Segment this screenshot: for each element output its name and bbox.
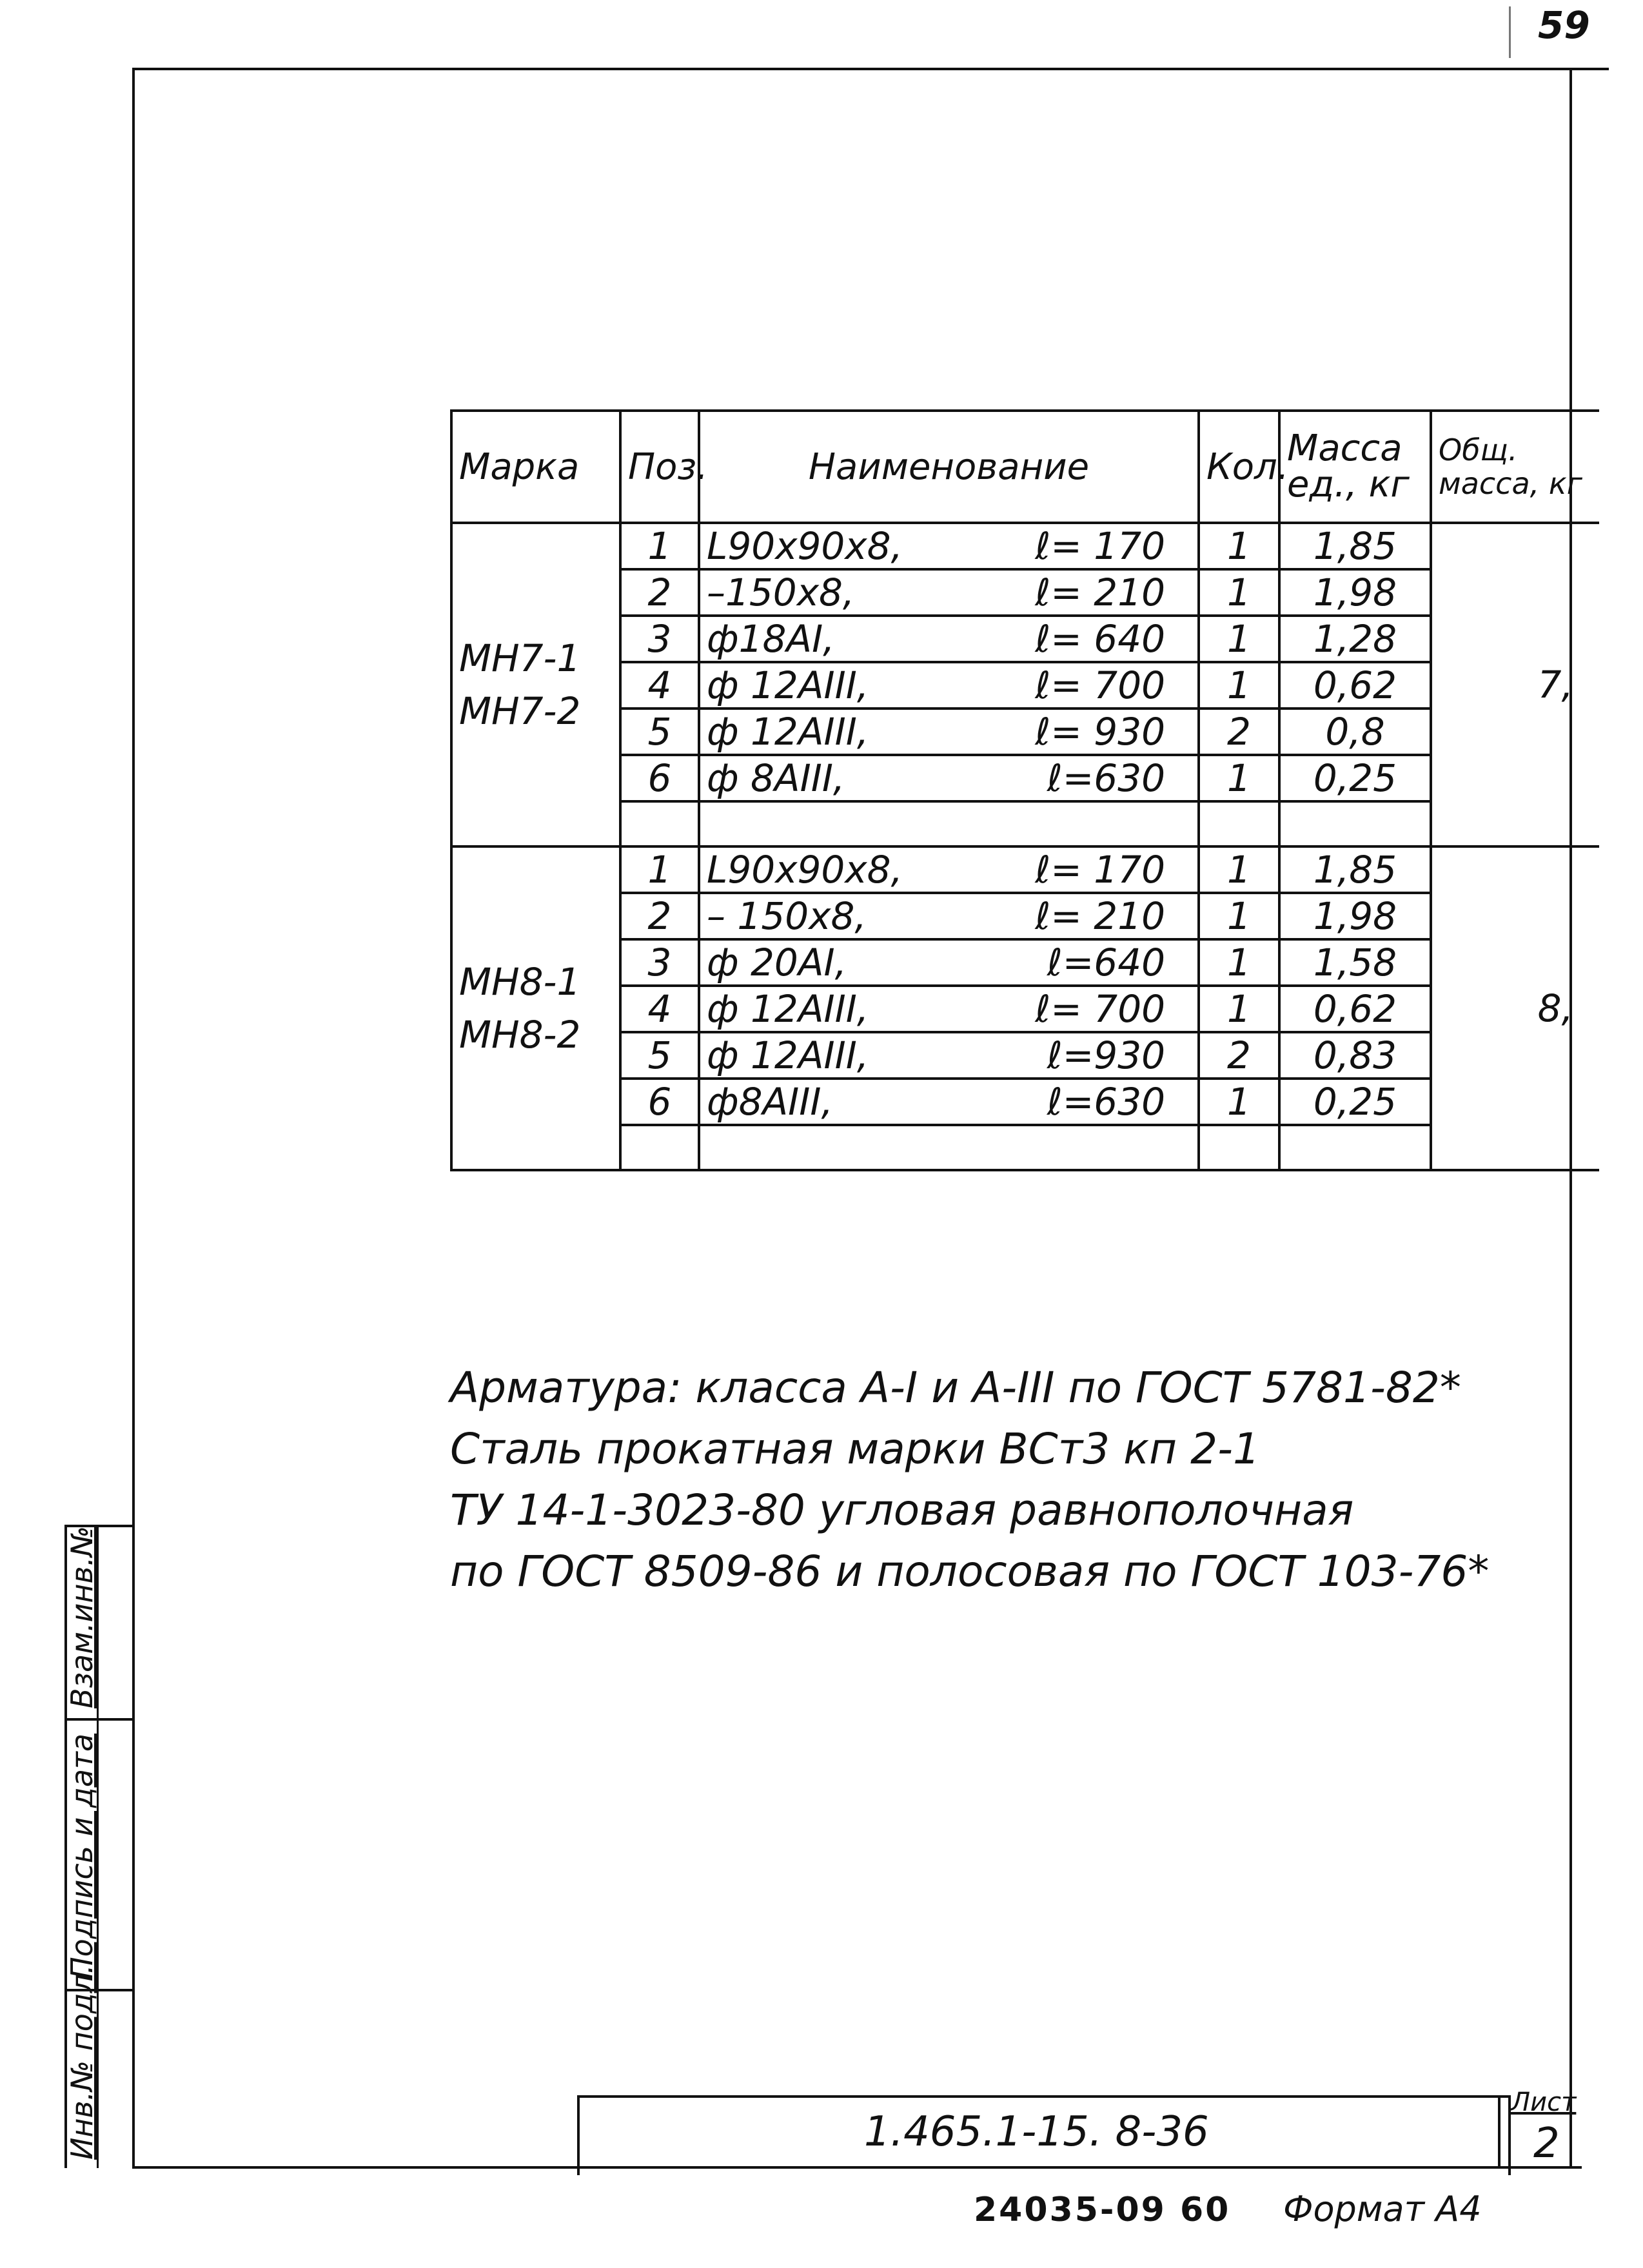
name-cell — [699, 709, 1199, 755]
item-name: L90x90x8, — [707, 524, 903, 568]
table-row — [451, 986, 1599, 1032]
table-row — [451, 939, 1599, 986]
name-cell — [699, 523, 1199, 569]
qty-cell: 2 — [1199, 709, 1279, 755]
item-name: ф 12АIII, — [707, 663, 869, 707]
name-cell — [699, 939, 1199, 986]
mass-cell: 1,85 — [1279, 523, 1431, 569]
side-label-inv-no: Инв.№ подл. — [64, 1964, 99, 2160]
qty-cell: 1 — [1199, 1079, 1279, 1125]
pos-cell: 1 — [620, 846, 699, 893]
item-length: ℓ=640 — [1047, 941, 1165, 984]
blank-cell — [1279, 801, 1431, 846]
page-number: 59 — [1538, 3, 1590, 47]
pos-cell: 4 — [620, 986, 699, 1032]
name-cell — [699, 755, 1199, 801]
item-length: ℓ= 170 — [1035, 524, 1165, 568]
name-cell — [699, 616, 1199, 662]
item-name: –150x8, — [707, 571, 855, 614]
blank-cell — [699, 1125, 1199, 1170]
qty-cell: 1 — [1199, 846, 1279, 893]
table-row — [451, 616, 1599, 662]
document-code: 1.465.1-15. 8-36 — [864, 2108, 1209, 2156]
pos-cell: 5 — [620, 709, 699, 755]
page-number-tick — [1509, 6, 1511, 58]
item-length: ℓ= 700 — [1035, 663, 1165, 707]
table-row — [451, 1079, 1599, 1125]
pos-cell: 4 — [620, 662, 699, 709]
note-line: по ГОСТ 8509-86 и полосовая по ГОСТ 103-76* — [450, 1547, 1490, 1596]
mark-label: МН8-2 — [459, 1013, 581, 1057]
mass-cell: 0,8 — [1279, 709, 1431, 755]
table-row — [451, 1032, 1599, 1079]
pos-cell: 6 — [620, 1079, 699, 1125]
qty-cell: 1 — [1199, 616, 1279, 662]
mass-cell: 1,98 — [1279, 893, 1431, 939]
group-1-marks — [451, 523, 620, 846]
item-length: ℓ=930 — [1047, 1033, 1165, 1077]
name-cell — [699, 569, 1199, 616]
item-length: ℓ= 210 — [1035, 571, 1165, 614]
item-length: ℓ= 210 — [1035, 894, 1165, 938]
side-strip-div2 — [64, 1718, 134, 1721]
qty-cell: 1 — [1199, 662, 1279, 709]
frame-left — [132, 68, 135, 2166]
side-label-sign-date: Подпись и дата — [64, 1733, 99, 1979]
name-cell — [699, 986, 1199, 1032]
table-row-blank — [451, 801, 1599, 846]
qty-cell: 1 — [1199, 986, 1279, 1032]
mass-cell: 0,62 — [1279, 662, 1431, 709]
mass-cell: 1,85 — [1279, 846, 1431, 893]
header-mass-total: Общ. масса, кг — [1431, 411, 1599, 523]
mass-cell: 0,25 — [1279, 1079, 1431, 1125]
item-length: ℓ= 930 — [1035, 710, 1165, 754]
name-cell — [699, 893, 1199, 939]
item-name: ф 8АIII, — [707, 756, 845, 800]
blank-cell — [699, 801, 1199, 846]
table-row — [451, 709, 1599, 755]
pos-cell: 6 — [620, 755, 699, 801]
qty-cell: 1 — [1199, 755, 1279, 801]
frame-top — [132, 68, 1609, 70]
item-length: ℓ=630 — [1047, 756, 1165, 800]
name-cell — [699, 662, 1199, 709]
qty-cell: 1 — [1199, 893, 1279, 939]
qty-cell: 1 — [1199, 523, 1279, 569]
item-name: ф 12АIII, — [707, 710, 869, 754]
footer-format: Формат А4 — [1283, 2189, 1482, 2229]
pos-cell: 2 — [620, 893, 699, 939]
name-cell — [699, 846, 1199, 893]
notes-block — [450, 1357, 1489, 1602]
pos-cell: 5 — [620, 1032, 699, 1079]
item-name: – 150x8, — [707, 894, 867, 938]
header-mass-unit: Масса ед., кг — [1279, 411, 1431, 523]
blank-cell — [1279, 1125, 1431, 1170]
blank-cell — [1199, 1125, 1279, 1170]
sheet-number: 2 — [1533, 2120, 1560, 2167]
pos-cell: 1 — [620, 523, 699, 569]
group-2-marks — [451, 846, 620, 1170]
group-2-total: 8, — [1431, 846, 1599, 1170]
qty-cell: 2 — [1199, 1032, 1279, 1079]
item-name: ф18АI, — [707, 617, 835, 661]
table-row — [451, 893, 1599, 939]
table-row — [451, 755, 1599, 801]
name-cell — [699, 1032, 1199, 1079]
sheet-label: Лист — [1511, 2087, 1577, 2117]
header-pos: Поз. — [620, 411, 699, 523]
mass-cell: 0,25 — [1279, 755, 1431, 801]
table-row — [451, 569, 1599, 616]
specification-table — [450, 409, 1599, 1171]
table-row — [451, 846, 1599, 893]
qty-cell: 1 — [1199, 569, 1279, 616]
footer-code: 24035-09 60 — [974, 2191, 1231, 2229]
mass-cell: 1,58 — [1279, 939, 1431, 986]
item-length: ℓ= 640 — [1035, 617, 1165, 661]
item-length: ℓ= 170 — [1035, 848, 1165, 892]
header-name: Наименование — [699, 411, 1199, 523]
item-length: ℓ=630 — [1047, 1080, 1165, 1124]
mass-cell: 1,98 — [1279, 569, 1431, 616]
item-name: L90x90x8, — [707, 848, 903, 892]
note-line: Арматура: класса А-I и А-III по ГОСТ 5781-82* — [450, 1363, 1461, 1413]
item-name: ф 12АIII, — [707, 1033, 869, 1077]
item-name: ф 20АI, — [707, 941, 847, 984]
table-row — [451, 523, 1599, 569]
blank-cell — [620, 801, 699, 846]
mass-cell: 1,28 — [1279, 616, 1431, 662]
pos-cell: 3 — [620, 616, 699, 662]
table-row-blank — [451, 1125, 1599, 1170]
note-line: ТУ 14-1-3023-80 угловая равнополочная — [450, 1485, 1354, 1535]
name-cell — [699, 1079, 1199, 1125]
side-label-replace-inv: Взам.инв.№ — [64, 1525, 99, 1708]
item-name: ф8АIII, — [707, 1080, 833, 1124]
blank-cell — [620, 1125, 699, 1170]
mass-cell: 0,83 — [1279, 1032, 1431, 1079]
note-line: Сталь прокатная марки ВСт3 кп 2-1 — [450, 1424, 1260, 1474]
stamp-divider — [1498, 2095, 1500, 2167]
header-mark: Марка — [451, 411, 620, 523]
item-name: ф 12АIII, — [707, 987, 869, 1031]
table-header-row — [451, 411, 1599, 523]
header-qty: Кол. — [1199, 411, 1279, 523]
item-length: ℓ= 700 — [1035, 987, 1165, 1031]
mark-label: МН8-1 — [459, 960, 581, 1004]
pos-cell: 2 — [620, 569, 699, 616]
mass-cell: 0,62 — [1279, 986, 1431, 1032]
table-row — [451, 662, 1599, 709]
pos-cell: 3 — [620, 939, 699, 986]
qty-cell: 1 — [1199, 939, 1279, 986]
group-1-total: 7, — [1431, 523, 1599, 846]
mark-label: МН7-2 — [459, 689, 581, 733]
blank-cell — [1199, 801, 1279, 846]
mark-label: МН7-1 — [459, 636, 581, 680]
